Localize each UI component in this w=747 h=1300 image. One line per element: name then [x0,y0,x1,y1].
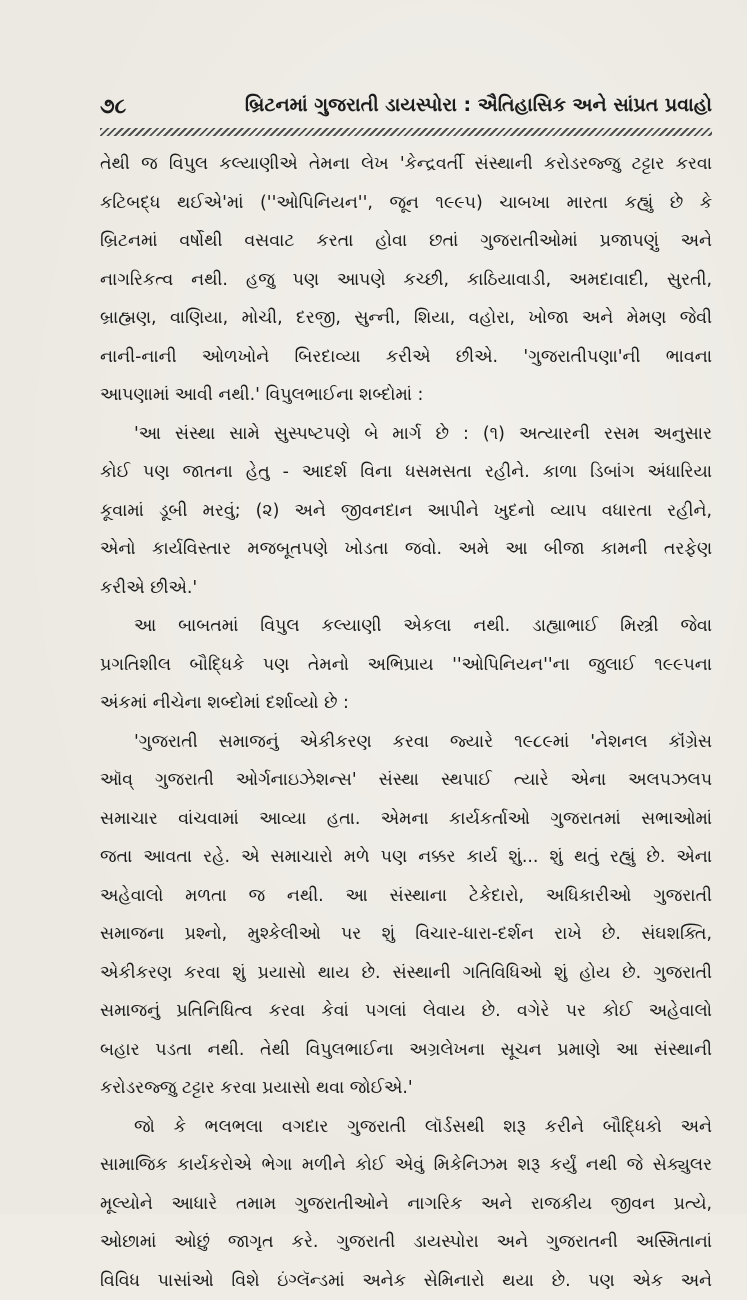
text-line: કોઈ પણ જાતના હેતુ - આદર્શ વિના ધસમસતા રહીને. કાળા ડિબાંગ અંધારિયા [100,453,712,492]
text-line: એનો કાર્યવિસ્તાર મજબૂતપણે ખોડતા જવો. અમે આ બીજા કામની તરફેણ [100,530,712,569]
text-line: બ્રાહ્મણ, વાણિયા, મોચી, દરજી, સુન્ની, શિયા, વહોરા, ખોજા અને મેમણ જેવી [100,299,712,338]
page-number: ૭૮ [100,94,126,119]
text-line: સમાજનું પ્રતિનિધિત્વ કરવા કેવાં પગલાં લેવાય છે. વગેરે પર કોઈ અહેવાલો [100,992,712,1031]
text-line: ઓછામાં ઓછું જાગૃત કરે. ગુજરાતી ડાયસ્પોરા અને ગુજરાતની અસ્મિતાનાં [100,1223,712,1262]
text-line: અહેવાલો મળતા જ નથી. આ સંસ્થાના ટેકેદારો, અધિકારીઓ ગુજરાતી [100,877,712,916]
quote-paragraph [100,723,712,1108]
text-line: કરોડરજ્જુ ટટ્ટાર કરવા પ્રયાસો થવા જોઈએ.' [100,1069,712,1108]
text-line: 'ગુજરાતી સમાજનું એકીકરણ કરવા જ્યારે ૧૯૮૯માં 'નેશનલ કૉંગ્રેસ [100,723,712,762]
text-line: વિવિધ પાસાંઓ વિશે ઇંગ્લૅન્ડમાં અનેક સેમિનારો થયા છે. પણ એક અને [100,1262,712,1300]
header-rule [100,128,712,136]
text-line: 'આ સંસ્થા સામે સુસ્પષ્ટપણે બે માર્ગ છે : (૧) અત્યારની રસમ અનુસાર [100,415,712,454]
text-line: કરીએ છીએ.' [100,569,712,608]
paragraph [100,607,712,723]
text-line: કૂવામાં ડૂબી મરવું; (૨) અને જીવનદાન આપીને ખુદનો વ્યાપ વધારતા રહીને, [100,492,712,531]
text-line: પ્રગતિશીલ બૌદ્ધિકે પણ તેમનો અભિપ્રાય ''ઓપિનિયન''ના જુલાઈ ૧૯૯૫ના [100,646,712,685]
body-text [100,145,712,1300]
paragraph [100,145,712,415]
text-line: મૂલ્યોને આધારે તમામ ગુજરાતીઓને નાગરિક અને રાજકીય જીવન પ્રત્યે, [100,1185,712,1224]
text-line: આ બાબતમાં વિપુલ કલ્યાણી એકલા નથી. ડાહ્યાભાઈ મિસ્ત્રી જેવા [100,607,712,646]
text-line: એકીકરણ કરવા શું પ્રયાસો થાય છે. સંસ્થાની ગતિવિધિઓ શું હોય છે. ગુજરાતી [100,954,712,993]
page-header [100,92,712,128]
text-line: જો કે ભલભલા વગદાર ગુજરાતી લૉર્ડસથી શરૂ કરીને બૌદ્ધિકો અને [100,1108,712,1147]
text-line: અંકમાં નીચેના શબ્દોમાં દર્શાવ્યો છે : [100,684,712,723]
text-line: ઑવ્ ગુજરાતી ઓર્ગનાઇઝેશન્સ' સંસ્થા સ્થપાઈ ત્યારે એના અલપઝલપ [100,761,712,800]
text-line: કટિબદ્ધ થઈએ'માં (''ઓપિનિયન'', જૂન ૧૯૯૫) ચાબખા મારતા કહ્યું છે કે [100,184,712,223]
running-title: બ્રિટનમાં ગુજરાતી ડાયસ્પોરા : ઐતિહાસિક અને સાંપ્રત પ્રવાહો [245,94,712,116]
text-line: નાની-નાની ઓળખોને બિરદાવ્યા કરીએ છીએ. 'ગુજરાતીપણા'ની ભાવના [100,338,712,377]
text-line: આપણામાં આવી નથી.' વિપુલભાઈના શબ્દોમાં : [100,376,712,415]
text-line: જતા આવતા રહે. એ સમાચારો મળે પણ નક્કર કાર્ય શું... શું થતું રહ્યું છે. એના [100,838,712,877]
text-line: બહાર પડતા નથી. તેથી વિપુલભાઈના અગ્રલેખના સૂચન પ્રમાણે આ સંસ્થાની [100,1031,712,1070]
text-line: બ્રિટનમાં વર્ષોથી વસવાટ કરતા હોવા છતાં ગુજરાતીઓમાં પ્રજાપણું અને [100,222,712,261]
text-line: નાગરિકત્વ નથી. હજુ પણ આપણે કચ્છી, કાઠિયાવાડી, અમદાવાદી, સુરતી, [100,261,712,300]
paragraph [100,1108,712,1300]
quote-paragraph [100,415,712,608]
text-line: સામાજિક કાર્યકરોએ ભેગા મળીને કોઈ એવું મિકેનિઝમ શરૂ કર્યું નથી જે સેક્યુલર [100,1146,712,1185]
text-line: સમાજના પ્રશ્નો, મુશ્કેલીઓ પર શું વિચાર-ધારા-દર્શન રાખે છે. સંઘશક્તિ, [100,915,712,954]
text-line: તેથી જ વિપુલ કલ્યાણીએ તેમના લેખ 'કેન્દ્રવર્તી સંસ્થાની કરોડરજ્જુ ટટ્ટાર કરવા [100,145,712,184]
text-line: સમાચાર વાંચવામાં આવ્યા હતા. એમના કાર્યકર્તાઓ ગુજરાતમાં સભાઓમાં [100,800,712,839]
